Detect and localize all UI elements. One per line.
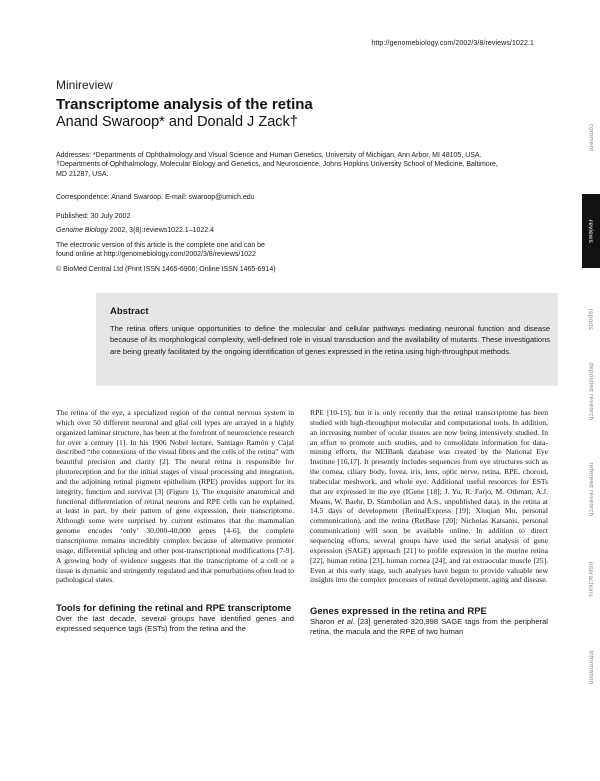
copyright: © BioMed Central Ltd (Print ISSN 1465-6906; Online ISSN 1465-6914) — [56, 265, 276, 273]
body-paragraph: The retina of the eye, a specialized region of the central nervous system in which over 50 different neuronal and glial cell types are arrayed in a highly organized laminar structure, has been at the forefront of neuroscience research for over a century [1]. In his 1906 Nobel lecture, Santiago Ramón y Cajal described “the connexions of the visual fibres and the cells of the retina” with beautiful precision and clarity [2]. The neural retina is responsible for photoreception and for the initial stages of visual processing and integration, and the adjoining retinal pigment epithelium (RPE) provides support for its integrity, function and survival [3] (Figure 1). The exquisite anatomical and functional differentiation of retinal neurons and RPE cells can be explained, at least in part, by their pattern of gene expression, their transcriptome. Although some were surprised by current estimates that the mammalian genome encodes ‘only’ 30,000-40,000 genes [4-6], the complete transcriptome remains incredibly complex because of alternative promoter usage, differential splicing and other post-transcriptional modifications [7-9]. A growing body of evidence suggests that the transcriptome of a cell or a tissue is dynamic and stringently regulated and that perturbations often lead to pathological states. — [56, 408, 294, 585]
sidebar-tab-label: interactions — [587, 561, 595, 597]
body-column-left — [56, 408, 294, 634]
sidebar-tab-label: information — [587, 650, 595, 684]
sidebar-tab-label: deposited research — [587, 361, 595, 421]
correspondence: Correspondence: Anand Swaroop. E-mail: swaroop@umich.edu — [56, 194, 255, 201]
article-metadata — [56, 212, 356, 274]
author-addresses — [56, 151, 531, 179]
electronic-version-note: The electronic version of this article is the complete one and can be — [56, 241, 265, 249]
electronic-version-link[interactable]: found online at http://genomebiology.com/2002/3/8/reviews/1022 — [56, 251, 256, 259]
sidebar-tab-label: reviews — [587, 219, 595, 243]
sidebar-tab-refereed-research[interactable] — [582, 452, 600, 526]
section-heading: Tools for defining the retinal and RPE transcriptome — [56, 603, 292, 615]
section-label: Minireview — [56, 78, 113, 92]
abstract-heading: Abstract — [110, 306, 149, 317]
published-date: Published: 30 July 2002 — [56, 213, 131, 220]
section-sidebar — [582, 100, 600, 781]
abstract-text: The retina offers unique opportunities to define the molecular and cellular pathways mediating neuronal function and disease because of its morphological complexity, well-defined role in visual transduction and the availability of mutants. These investigations are being greatly facilitated by the ongoing identification of genes expressed in the retina using high-throughput methods. — [110, 324, 550, 356]
text-run: [23] generated 320,998 SAGE tags from the peripheral retina, the macula and the RPE of two human — [310, 617, 548, 637]
citation — [56, 226, 356, 235]
sidebar-tab-information[interactable] — [582, 630, 600, 704]
address-line: Addresses: *Departments of Ophthalmology and Visual Science and Human Genetics, University of Michigan, Ann Arbor, MI 48105, USA. — [56, 152, 482, 159]
article-authors: Anand Swaroop* and Donald J Zack† — [56, 114, 298, 130]
section-heading: Genes expressed in the retina and RPE — [310, 606, 487, 618]
abstract-box — [96, 293, 558, 386]
citation-journal: Genome Biology — [56, 227, 108, 235]
sidebar-tab-deposited-research[interactable] — [582, 354, 600, 428]
body-paragraph: RPE [10-15], but it is only recently that the retinal transcriptome has been studied with high-throughput molecular and computational tools. In addition, an increasing number of ocular tissues are now being intensively studied. In an effort to promote such studies, and to consolidate information for data-mining efforts, the NEIBank database was created by the National Eye Institute [16,17]. It presently includes sequences from eye structures such as the cornea, ciliary body, fovea, iris, lens, optic nerve, retina, RPE, choroid, trabecular meshwork, and whole eye. Additional useful resources for ESTs that are expressed in the eye (IGene [18]; J. Yu, R. Farjo, M. Othman, A.J. Means, W. Baehr, D. Stambolian and A.S., unpublished data), in the retina at 14.5 days of development (RetinalExpress [19]; Xiuqian Mu, personal communication), and the retina (RetBase [20]; Nicholas Katsanis, personal communication) will soon be available online. In addition to direct sequencing efforts, several groups have used the serial analysis of gene expression (SAGE) approach [21] to profile expression in the murine retina [22], human retina [23], human cornea [24], and rat extraocular muscle [25]. Even at this early stage, such analyses have begun to provide valuable new insights into the complex processes of retinal development, aging and disease. — [310, 408, 548, 585]
sidebar-tab-label: comment — [587, 123, 595, 151]
article-title: Transcriptome analysis of the retina — [56, 96, 313, 113]
sidebar-tab-label: refereed research — [587, 462, 595, 516]
citation-details: 2002, 3(8):reviews1022.1–1022.4 — [107, 227, 215, 235]
sidebar-tab-interactions[interactable] — [582, 542, 600, 616]
address-line: MD 21287, USA. — [56, 170, 109, 178]
text-run-italic: et al. — [337, 617, 355, 627]
sidebar-tab-reviews[interactable] — [582, 194, 600, 268]
sidebar-tab-reports[interactable] — [582, 282, 600, 356]
text-run: Sharon — [310, 617, 338, 627]
article-url: http://genomebiology.com/2002/3/8/reviews/1022.1 — [371, 40, 534, 47]
address-line: †Departments of Ophthalmology, Molecular Biology and Genetics, and Neuroscience, Johns Hopkins University School of Medicine, Baltimore, — [56, 161, 498, 169]
body-paragraph — [310, 617, 548, 637]
sidebar-tab-label: reports — [587, 308, 595, 330]
body-column-right — [310, 408, 548, 637]
body-paragraph: Over the last decade, several groups have identified genes and expressed sequence tags (ESTs) from the retina and the — [56, 614, 294, 634]
sidebar-tab-comment[interactable] — [582, 100, 600, 174]
